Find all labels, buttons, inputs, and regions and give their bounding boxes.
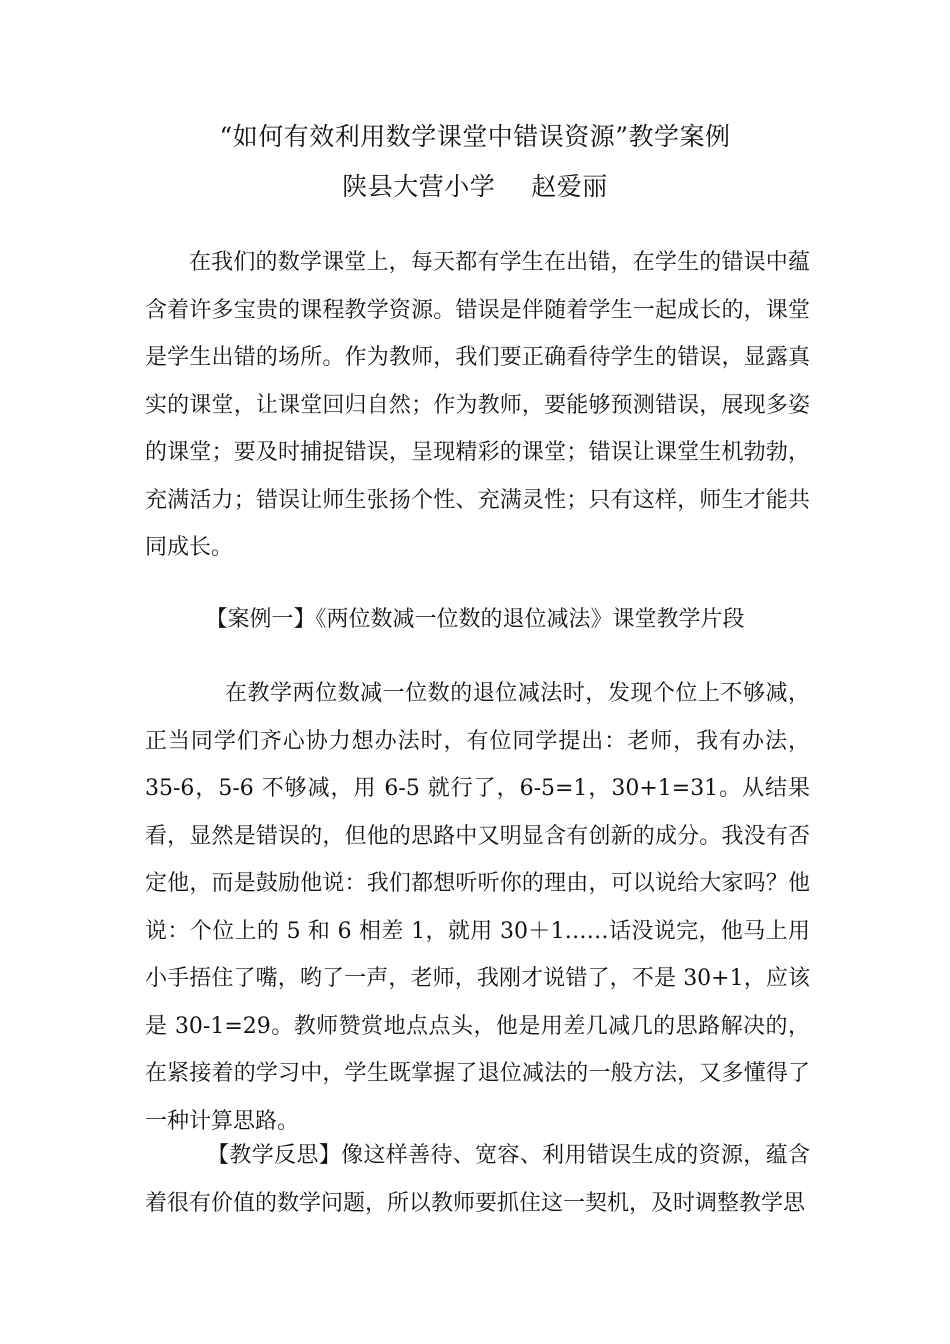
school-name: 陕县大营小学 [342, 172, 496, 201]
author-name: 赵爱丽 [531, 172, 608, 201]
reflection-paragraph: 【教学反思】像这样善待、宽容、利用错误生成的资源，蕴含着很有价值的数学问题，所以教师要抓住这一契机，及时调整教学思 [145, 1143, 810, 1216]
case-body-paragraph: 在教学两位数减一位数的退位减法时，发现个位上不够减，正当同学们齐心协力想办法时，有位同学提出：老师，我有办法，35-6，5-6 不够减，用 6-5 就行了，6-5=1，30+1=31。从结果看，显然是错误的，但他的思路中又明显含有创新的成分。我没有否定他，而是鼓励他说：我们都想听听你的理由，可以说给大家吗？他说：个位上的 5 和 6 相差 1，就用 30＋1……话没说完，他马上用小手捂住了嘴，哟了一声，老师，我刚才说错了，不是 30+1，应该是 30-1=29。教师赞赏地点点头，他是用差几减几的思路解决的，在紧接着的学习中，学生既掌握了退位减法的一般方法，又多懂得了一种计算思路。 [145, 681, 810, 1134]
intro-paragraph: 在我们的数学课堂上，每天都有学生在出错，在学生的错误中蕴含着许多宝贵的课程教学资源。错误是伴随着学生一起成长的，课堂是学生出错的场所。作为教师，我们要正确看待学生的错误，显露真实的课堂，让课堂回归自然；作为教师，要能够预测错误，展现多姿的课堂；要及时捕捉错误，呈现精彩的课堂；错误让课堂生机勃勃，充满活力；错误让师生张扬个性、充满灵性；只有这样，师生才能共同成长。 [145, 250, 810, 560]
author-line [0, 170, 950, 204]
case-heading: 【案例一】《两位数减一位数的退位减法》课堂教学片段 [205, 607, 745, 632]
document-title: “如何有效利用数学课堂中错误资源”教学案例 [219, 122, 731, 151]
